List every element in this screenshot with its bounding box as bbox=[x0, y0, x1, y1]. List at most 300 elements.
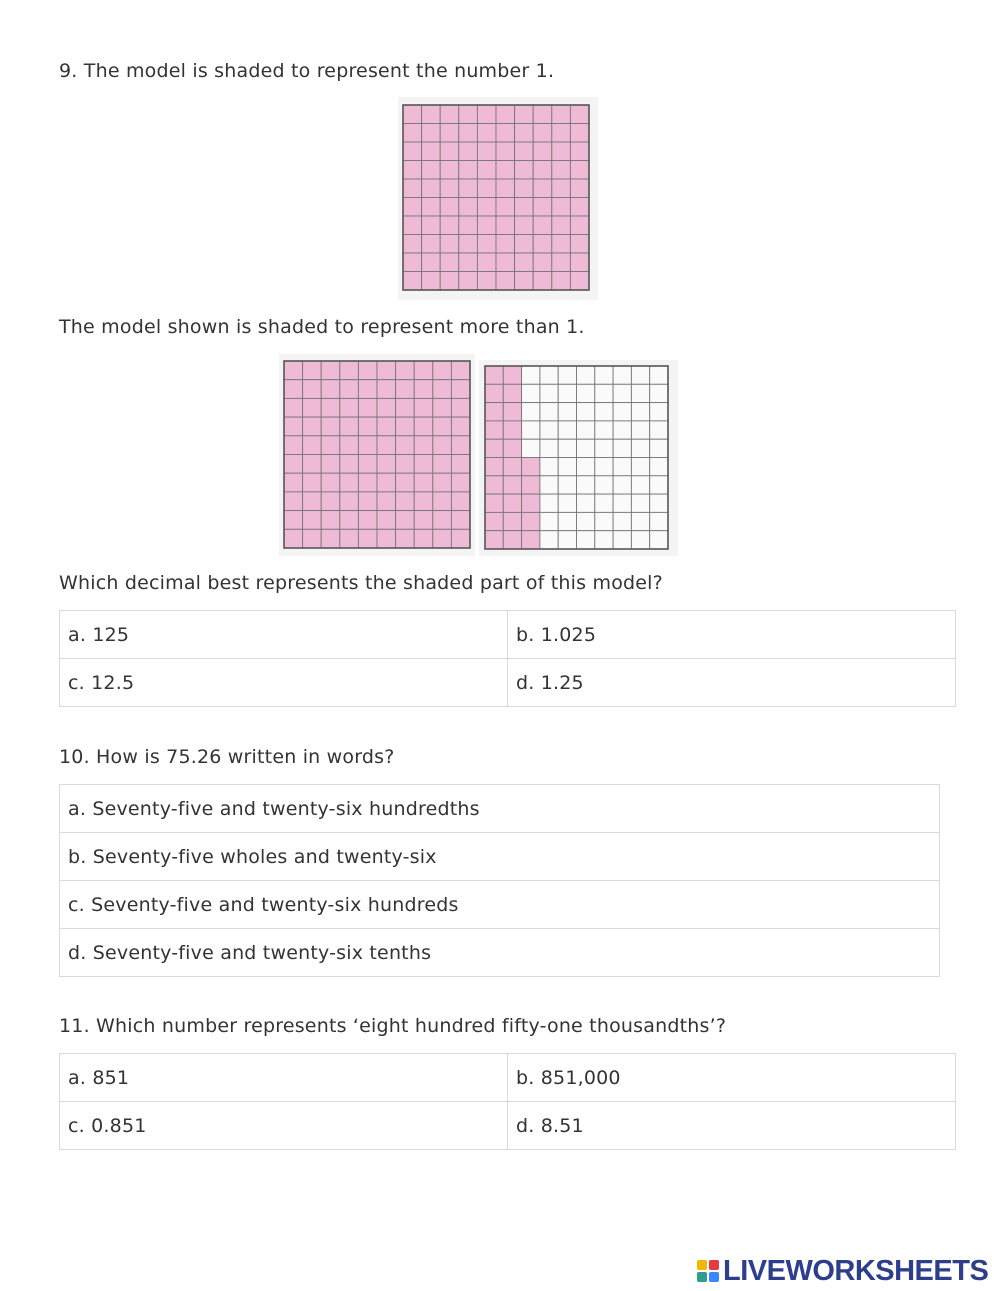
grid-square-unshaded bbox=[650, 439, 668, 457]
grid-square-shaded bbox=[358, 529, 377, 548]
grid-square-unshaded bbox=[540, 458, 558, 476]
hundred-grid-full-svg bbox=[279, 354, 475, 556]
grid-square-shaded bbox=[485, 494, 503, 512]
grid-square-shaded bbox=[496, 235, 515, 254]
grid-square-shaded bbox=[303, 361, 322, 380]
grid-square-unshaded bbox=[595, 384, 613, 402]
grid-square-unshaded bbox=[577, 512, 595, 530]
grid-square-shaded bbox=[377, 361, 396, 380]
grid-square-shaded bbox=[377, 529, 396, 548]
grid-square-shaded bbox=[570, 179, 589, 198]
grid-square-shaded bbox=[477, 198, 496, 217]
grid-square-shaded bbox=[358, 380, 377, 399]
grid-square-unshaded bbox=[577, 384, 595, 402]
hundred-grid-one-svg bbox=[398, 97, 598, 300]
grid-square-shaded bbox=[440, 179, 459, 198]
grid-square-shaded bbox=[403, 198, 422, 217]
grid-square-shaded bbox=[485, 512, 503, 530]
grid-square-shaded bbox=[414, 436, 433, 455]
grid-square-shaded bbox=[440, 216, 459, 235]
grid-square-shaded bbox=[284, 361, 303, 380]
grid-square-shaded bbox=[533, 179, 552, 198]
grid-square-shaded bbox=[396, 436, 415, 455]
q11-option-a[interactable]: a. 851 bbox=[60, 1054, 508, 1102]
grid-square-shaded bbox=[377, 492, 396, 511]
grid-square-unshaded bbox=[558, 512, 576, 530]
grid-square-shaded bbox=[303, 417, 322, 436]
grid-square-shaded bbox=[477, 179, 496, 198]
q10-option-d[interactable]: d. Seventy-five and twenty-six tenths bbox=[60, 929, 940, 977]
grid-square-shaded bbox=[503, 458, 521, 476]
grid-square-shaded bbox=[414, 380, 433, 399]
grid-square-shaded bbox=[414, 361, 433, 380]
grid-square-unshaded bbox=[631, 439, 649, 457]
grid-square-shaded bbox=[414, 398, 433, 417]
grid-square-shaded bbox=[340, 529, 359, 548]
grid-square-unshaded bbox=[631, 476, 649, 494]
grid-square-shaded bbox=[358, 473, 377, 492]
grid-square-shaded bbox=[533, 198, 552, 217]
grid-square-shaded bbox=[515, 161, 534, 180]
grid-square-shaded bbox=[284, 417, 303, 436]
grid-square-shaded bbox=[477, 272, 496, 291]
grid-square-shaded bbox=[440, 198, 459, 217]
grid-square-shaded bbox=[377, 398, 396, 417]
grid-square-shaded bbox=[340, 511, 359, 530]
grid-square-shaded bbox=[451, 361, 470, 380]
grid-square-shaded bbox=[414, 473, 433, 492]
grid-square-shaded bbox=[403, 235, 422, 254]
grid-square-unshaded bbox=[631, 366, 649, 384]
grid-square-unshaded bbox=[631, 494, 649, 512]
grid-square-unshaded bbox=[540, 403, 558, 421]
grid-square-shaded bbox=[503, 421, 521, 439]
grid-square-shaded bbox=[451, 417, 470, 436]
grid-square-shaded bbox=[503, 494, 521, 512]
grid-square-unshaded bbox=[540, 476, 558, 494]
grid-square-shaded bbox=[422, 272, 441, 291]
grid-square-shaded bbox=[403, 124, 422, 143]
grid-square-shaded bbox=[533, 216, 552, 235]
grid-square-shaded bbox=[522, 512, 540, 530]
grid-square-shaded bbox=[552, 124, 571, 143]
grid-square-shaded bbox=[533, 272, 552, 291]
grid-square-shaded bbox=[440, 105, 459, 124]
grid-square-shaded bbox=[552, 198, 571, 217]
grid-square-unshaded bbox=[522, 384, 540, 402]
grid-square-unshaded bbox=[558, 439, 576, 457]
grid-square-unshaded bbox=[522, 366, 540, 384]
grid-square-shaded bbox=[414, 511, 433, 530]
grid-square-shaded bbox=[552, 179, 571, 198]
grid-square-shaded bbox=[440, 142, 459, 161]
grid-square-unshaded bbox=[577, 403, 595, 421]
grid-square-shaded bbox=[503, 512, 521, 530]
grid-square-shaded bbox=[321, 398, 340, 417]
q9-option-b[interactable]: b. 1.025 bbox=[508, 611, 956, 659]
grid-square-shaded bbox=[433, 398, 452, 417]
grid-square-shaded bbox=[440, 235, 459, 254]
grid-square-shaded bbox=[303, 473, 322, 492]
grid-square-shaded bbox=[440, 161, 459, 180]
question-10-text: 10. How is 75.26 written in words? bbox=[59, 746, 395, 768]
grid-square-unshaded bbox=[522, 421, 540, 439]
grid-square-shaded bbox=[570, 253, 589, 272]
grid-square-shaded bbox=[477, 142, 496, 161]
grid-square-shaded bbox=[321, 511, 340, 530]
grid-square-shaded bbox=[340, 455, 359, 474]
grid-square-shaded bbox=[515, 216, 534, 235]
grid-square-shaded bbox=[396, 511, 415, 530]
grid-square-shaded bbox=[459, 272, 478, 291]
question-11-options bbox=[59, 1053, 956, 1150]
grid-square-shaded bbox=[358, 455, 377, 474]
grid-square-shaded bbox=[440, 272, 459, 291]
grid-square-shaded bbox=[496, 253, 515, 272]
grid-square-shaded bbox=[403, 105, 422, 124]
q9-option-c[interactable]: c. 12.5 bbox=[60, 659, 508, 707]
grid-square-shaded bbox=[503, 403, 521, 421]
grid-square-shaded bbox=[451, 380, 470, 399]
q11-option-c[interactable]: c. 0.851 bbox=[60, 1102, 508, 1150]
grid-square-shaded bbox=[459, 235, 478, 254]
grid-square-unshaded bbox=[540, 366, 558, 384]
grid-square-unshaded bbox=[631, 384, 649, 402]
grid-square-shaded bbox=[340, 473, 359, 492]
grid-square-shaded bbox=[515, 235, 534, 254]
grid-square-unshaded bbox=[540, 439, 558, 457]
grid-square-shaded bbox=[515, 105, 534, 124]
grid-square-shaded bbox=[515, 272, 534, 291]
grid-square-shaded bbox=[433, 380, 452, 399]
grid-square-shaded bbox=[440, 124, 459, 143]
grid-square-shaded bbox=[303, 398, 322, 417]
grid-square-shaded bbox=[303, 455, 322, 474]
grid-square-shaded bbox=[422, 142, 441, 161]
grid-square-unshaded bbox=[613, 512, 631, 530]
grid-square-shaded bbox=[570, 272, 589, 291]
grid-square-shaded bbox=[377, 417, 396, 436]
grid-square-unshaded bbox=[540, 421, 558, 439]
grid-square-shaded bbox=[414, 529, 433, 548]
grid-square-shaded bbox=[496, 142, 515, 161]
question-9-text: Which decimal best represents the shaded part of this model? bbox=[59, 572, 663, 594]
grid-square-unshaded bbox=[577, 439, 595, 457]
grid-square-unshaded bbox=[613, 421, 631, 439]
grid-square-unshaded bbox=[650, 512, 668, 530]
grid-square-shaded bbox=[303, 380, 322, 399]
grid-square-shaded bbox=[451, 455, 470, 474]
grid-square-shaded bbox=[552, 216, 571, 235]
grid-square-shaded bbox=[321, 380, 340, 399]
grid-square-shaded bbox=[496, 216, 515, 235]
grid-square-unshaded bbox=[650, 476, 668, 494]
grid-square-shaded bbox=[403, 272, 422, 291]
grid-square-shaded bbox=[284, 511, 303, 530]
liveworksheets-logo bbox=[697, 1254, 988, 1288]
grid-square-shaded bbox=[422, 235, 441, 254]
grid-square-shaded bbox=[377, 455, 396, 474]
grid-square-shaded bbox=[496, 105, 515, 124]
grid-square-shaded bbox=[284, 529, 303, 548]
grid-square-unshaded bbox=[595, 531, 613, 549]
grid-square-unshaded bbox=[650, 531, 668, 549]
q10-option-c[interactable]: c. Seventy-five and twenty-six hundreds bbox=[60, 881, 940, 929]
grid-square-shaded bbox=[451, 398, 470, 417]
grid-square-unshaded bbox=[595, 476, 613, 494]
grid-square-shaded bbox=[433, 492, 452, 511]
q10-option-b[interactable]: b. Seventy-five wholes and twenty-six bbox=[60, 833, 940, 881]
grid-square-shaded bbox=[552, 253, 571, 272]
grid-square-unshaded bbox=[595, 439, 613, 457]
grid-square-shaded bbox=[403, 179, 422, 198]
grid-square-unshaded bbox=[631, 458, 649, 476]
grid-square-shaded bbox=[533, 161, 552, 180]
grid-square-unshaded bbox=[558, 531, 576, 549]
grid-square-shaded bbox=[321, 417, 340, 436]
grid-square-shaded bbox=[340, 417, 359, 436]
q9-option-a[interactable]: a. 125 bbox=[60, 611, 508, 659]
grid-square-shaded bbox=[414, 492, 433, 511]
grid-square-shaded bbox=[459, 198, 478, 217]
grid-square-unshaded bbox=[577, 531, 595, 549]
grid-square-shaded bbox=[503, 384, 521, 402]
grid-square-shaded bbox=[570, 142, 589, 161]
grid-square-shaded bbox=[515, 142, 534, 161]
grid-square-shaded bbox=[570, 124, 589, 143]
grid-square-shaded bbox=[533, 253, 552, 272]
grid-square-shaded bbox=[396, 361, 415, 380]
grid-square-shaded bbox=[340, 436, 359, 455]
grid-square-unshaded bbox=[613, 476, 631, 494]
grid-square-shaded bbox=[496, 161, 515, 180]
grid-square-shaded bbox=[358, 511, 377, 530]
grid-square-shaded bbox=[377, 511, 396, 530]
grid-square-shaded bbox=[496, 179, 515, 198]
grid-square-shaded bbox=[477, 235, 496, 254]
grid-square-shaded bbox=[358, 398, 377, 417]
grid-square-shaded bbox=[433, 361, 452, 380]
grid-square-unshaded bbox=[558, 384, 576, 402]
grid-square-shaded bbox=[485, 403, 503, 421]
grid-square-unshaded bbox=[540, 531, 558, 549]
grid-square-shaded bbox=[422, 216, 441, 235]
question-10-options bbox=[59, 784, 940, 977]
grid-square-shaded bbox=[403, 216, 422, 235]
grid-square-shaded bbox=[396, 380, 415, 399]
grid-square-shaded bbox=[403, 253, 422, 272]
grid-square-shaded bbox=[552, 142, 571, 161]
grid-square-shaded bbox=[433, 436, 452, 455]
grid-square-shaded bbox=[503, 439, 521, 457]
grid-square-unshaded bbox=[540, 494, 558, 512]
grid-square-shaded bbox=[485, 366, 503, 384]
grid-square-shaded bbox=[396, 417, 415, 436]
grid-square-shaded bbox=[515, 198, 534, 217]
grid-square-shaded bbox=[414, 455, 433, 474]
grid-square-shaded bbox=[570, 216, 589, 235]
grid-square-unshaded bbox=[595, 494, 613, 512]
grid-square-unshaded bbox=[522, 439, 540, 457]
grid-square-shaded bbox=[358, 436, 377, 455]
grid-square-shaded bbox=[451, 511, 470, 530]
grid-square-unshaded bbox=[558, 494, 576, 512]
grid-square-shaded bbox=[477, 216, 496, 235]
grid-square-shaded bbox=[321, 436, 340, 455]
grid-square-unshaded bbox=[522, 403, 540, 421]
grid-square-shaded bbox=[396, 398, 415, 417]
q11-option-b[interactable]: b. 851,000 bbox=[508, 1054, 956, 1102]
grid-square-shaded bbox=[522, 494, 540, 512]
grid-square-shaded bbox=[459, 142, 478, 161]
hundred-grid-whole bbox=[398, 97, 598, 300]
question-9-prompt: 9. The model is shaded to represent the number 1. bbox=[59, 60, 555, 82]
grid-square-unshaded bbox=[577, 458, 595, 476]
grid-square-shaded bbox=[485, 439, 503, 457]
grid-square-shaded bbox=[433, 511, 452, 530]
grid-square-shaded bbox=[422, 198, 441, 217]
grid-square-shaded bbox=[396, 492, 415, 511]
question-11-text: 11. Which number represents ‘eight hundred fifty-one thousandths’? bbox=[59, 1015, 727, 1037]
grid-square-shaded bbox=[477, 253, 496, 272]
grid-square-shaded bbox=[303, 436, 322, 455]
grid-square-shaded bbox=[477, 105, 496, 124]
grid-square-unshaded bbox=[650, 421, 668, 439]
grid-square-shaded bbox=[284, 436, 303, 455]
grid-square-shaded bbox=[496, 124, 515, 143]
grid-square-shaded bbox=[533, 235, 552, 254]
grid-square-shaded bbox=[377, 436, 396, 455]
grid-square-unshaded bbox=[613, 458, 631, 476]
logo-mark-icon bbox=[697, 1260, 719, 1282]
grid-square-shaded bbox=[485, 531, 503, 549]
grid-square-shaded bbox=[284, 380, 303, 399]
hundred-grid-full bbox=[279, 354, 475, 556]
grid-square-shaded bbox=[459, 179, 478, 198]
grid-square-unshaded bbox=[613, 403, 631, 421]
grid-square-unshaded bbox=[631, 531, 649, 549]
grid-square-shaded bbox=[496, 198, 515, 217]
grid-square-shaded bbox=[522, 531, 540, 549]
grid-square-unshaded bbox=[595, 366, 613, 384]
grid-square-shaded bbox=[440, 253, 459, 272]
grid-square-unshaded bbox=[577, 366, 595, 384]
grid-square-shaded bbox=[570, 235, 589, 254]
grid-square-shaded bbox=[340, 380, 359, 399]
grid-square-unshaded bbox=[650, 366, 668, 384]
grid-square-unshaded bbox=[613, 494, 631, 512]
grid-square-shaded bbox=[515, 124, 534, 143]
grid-square-shaded bbox=[284, 473, 303, 492]
grid-square-unshaded bbox=[595, 421, 613, 439]
grid-square-shaded bbox=[503, 476, 521, 494]
grid-square-unshaded bbox=[595, 458, 613, 476]
grid-square-shaded bbox=[396, 473, 415, 492]
grid-square-shaded bbox=[485, 458, 503, 476]
grid-square-shaded bbox=[451, 529, 470, 548]
grid-square-shaded bbox=[533, 124, 552, 143]
question-9-prompt-more: The model shown is shaded to represent more than 1. bbox=[59, 316, 585, 338]
grid-square-shaded bbox=[422, 161, 441, 180]
grid-square-shaded bbox=[422, 105, 441, 124]
hundred-grid-partial bbox=[479, 360, 678, 556]
grid-square-shaded bbox=[358, 492, 377, 511]
grid-square-shaded bbox=[570, 105, 589, 124]
grid-square-shaded bbox=[433, 473, 452, 492]
grid-square-unshaded bbox=[613, 439, 631, 457]
grid-square-shaded bbox=[533, 142, 552, 161]
grid-square-unshaded bbox=[540, 384, 558, 402]
grid-square-unshaded bbox=[595, 403, 613, 421]
grid-square-shaded bbox=[459, 253, 478, 272]
grid-square-shaded bbox=[459, 105, 478, 124]
grid-square-shaded bbox=[433, 417, 452, 436]
grid-square-unshaded bbox=[613, 531, 631, 549]
grid-square-shaded bbox=[496, 272, 515, 291]
grid-square-shaded bbox=[422, 124, 441, 143]
grid-square-shaded bbox=[396, 455, 415, 474]
grid-square-shaded bbox=[451, 492, 470, 511]
grid-square-unshaded bbox=[631, 512, 649, 530]
grid-square-shaded bbox=[321, 455, 340, 474]
grid-square-shaded bbox=[503, 366, 521, 384]
grid-square-shaded bbox=[552, 161, 571, 180]
grid-square-shaded bbox=[552, 105, 571, 124]
q11-option-d[interactable]: d. 8.51 bbox=[508, 1102, 956, 1150]
logo-text: LIVEWORKSHEETS bbox=[723, 1254, 989, 1287]
grid-square-shaded bbox=[485, 421, 503, 439]
hundred-grid-partial-svg bbox=[479, 360, 678, 556]
grid-square-shaded bbox=[284, 398, 303, 417]
grid-square-shaded bbox=[515, 253, 534, 272]
grid-square-shaded bbox=[303, 529, 322, 548]
grid-square-shaded bbox=[422, 179, 441, 198]
question-9-options bbox=[59, 610, 956, 707]
grid-square-shaded bbox=[358, 361, 377, 380]
grid-square-unshaded bbox=[540, 512, 558, 530]
q10-option-a[interactable]: a. Seventy-five and twenty-six hundredths bbox=[60, 785, 940, 833]
grid-square-shaded bbox=[284, 492, 303, 511]
grid-square-shaded bbox=[522, 458, 540, 476]
grid-square-unshaded bbox=[558, 476, 576, 494]
grid-square-shaded bbox=[321, 492, 340, 511]
grid-square-shaded bbox=[477, 161, 496, 180]
grid-square-shaded bbox=[515, 179, 534, 198]
grid-square-unshaded bbox=[631, 421, 649, 439]
grid-square-shaded bbox=[377, 473, 396, 492]
grid-square-unshaded bbox=[558, 421, 576, 439]
grid-square-shaded bbox=[451, 473, 470, 492]
grid-square-shaded bbox=[321, 529, 340, 548]
grid-square-unshaded bbox=[577, 421, 595, 439]
grid-square-shaded bbox=[396, 529, 415, 548]
grid-square-shaded bbox=[358, 417, 377, 436]
q9-option-d[interactable]: d. 1.25 bbox=[508, 659, 956, 707]
grid-square-shaded bbox=[340, 492, 359, 511]
grid-square-shaded bbox=[403, 161, 422, 180]
grid-square-shaded bbox=[321, 361, 340, 380]
grid-square-shaded bbox=[422, 253, 441, 272]
grid-square-unshaded bbox=[631, 403, 649, 421]
grid-square-unshaded bbox=[558, 403, 576, 421]
grid-square-unshaded bbox=[650, 403, 668, 421]
grid-square-shaded bbox=[533, 105, 552, 124]
grid-square-shaded bbox=[451, 436, 470, 455]
grid-square-shaded bbox=[459, 216, 478, 235]
grid-square-unshaded bbox=[613, 384, 631, 402]
grid-square-shaded bbox=[552, 272, 571, 291]
grid-square-shaded bbox=[459, 124, 478, 143]
